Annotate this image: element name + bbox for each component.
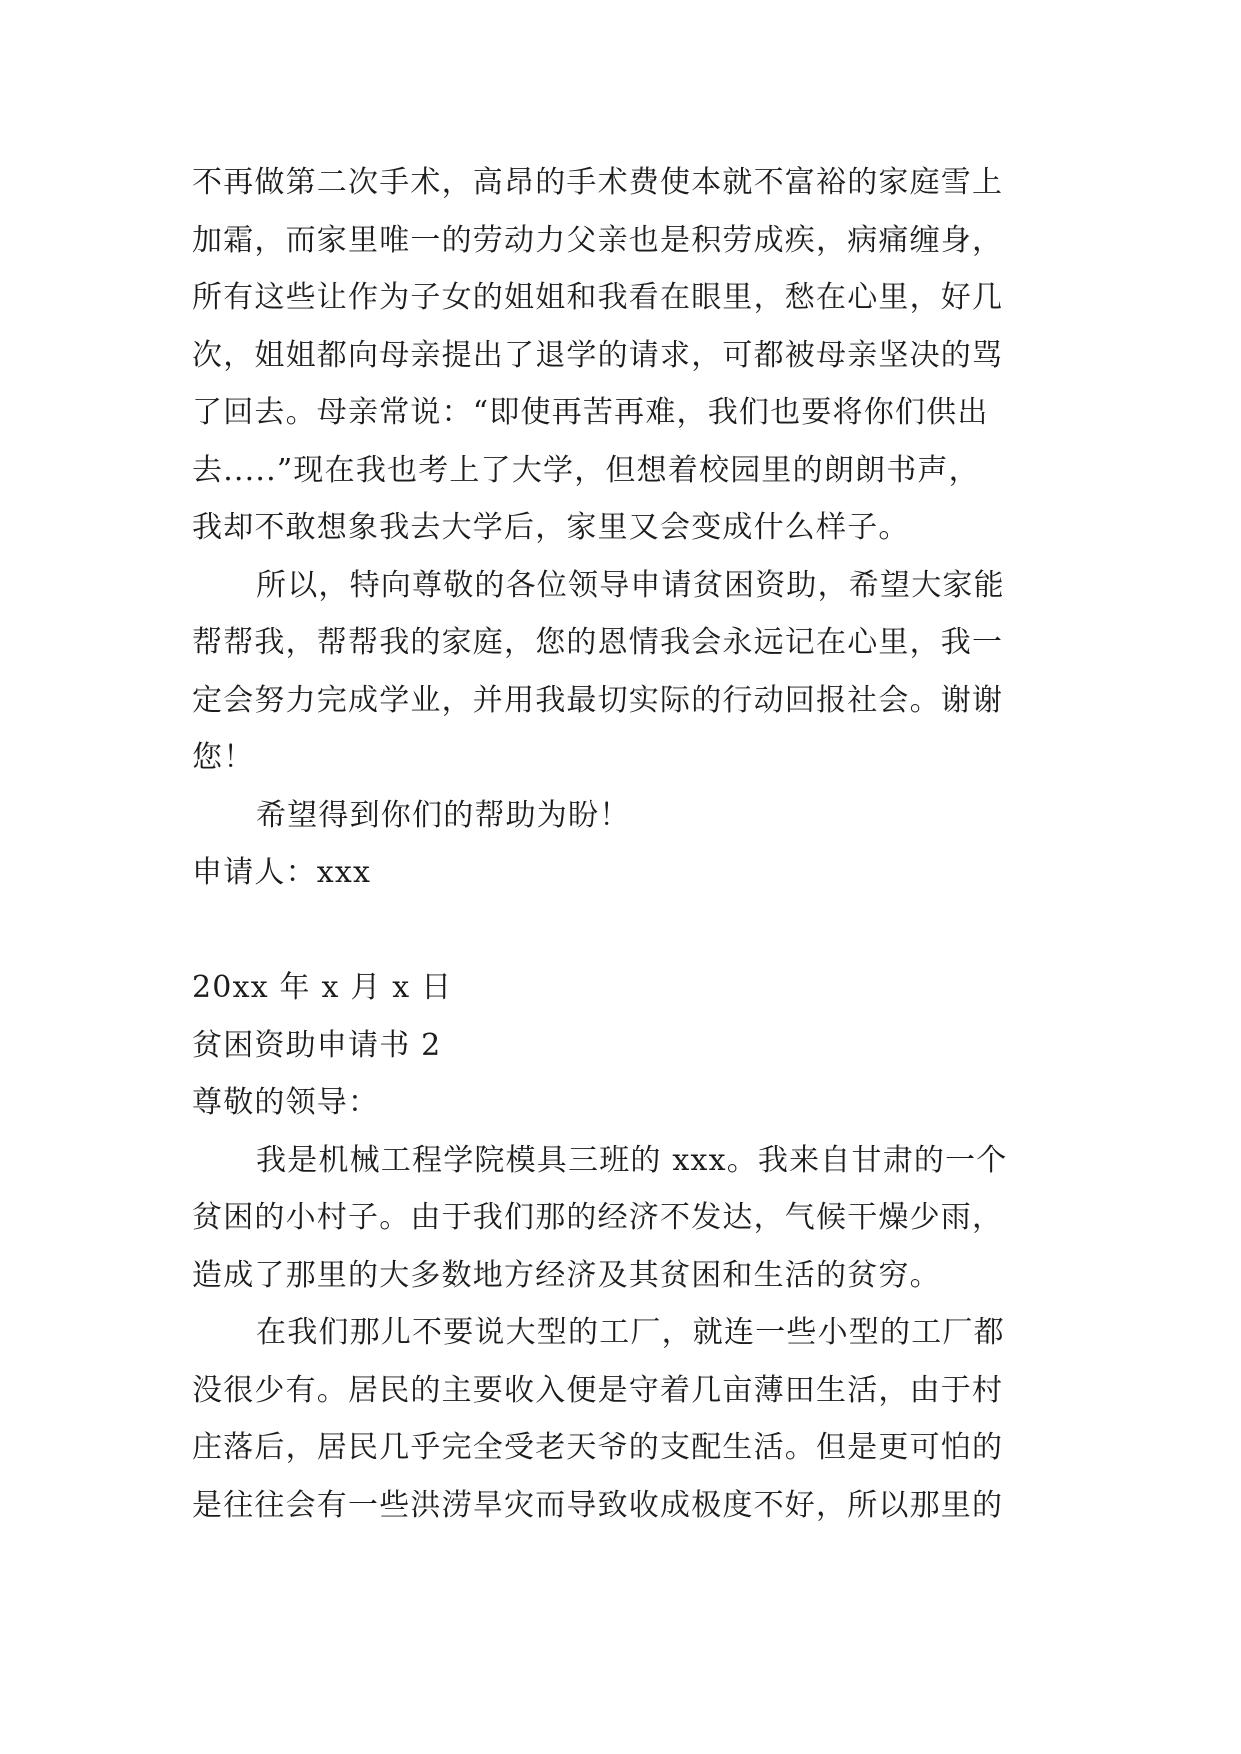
paragraph-line: 庄落后，居民几乎完全受老天爷的支配生活。但是更可怕的 — [192, 1430, 1004, 1465]
date-line: 20xx 年 x 月 x 日 — [192, 970, 453, 1005]
paragraph-line: 去.....”现在我也考上了大学，但想着校园里的朗朗书声， — [192, 452, 980, 488]
document-body — [192, 154, 1062, 1534]
paragraph-line: 次，姐姐都向母亲提出了退学的请求，可都被母亲坚决的骂 — [192, 337, 1004, 373]
paragraph-line: 在我们那儿不要说大型的工厂，就连一些小型的工厂都 — [256, 1315, 1005, 1350]
paragraph-line: 贫困的小村子。由于我们那的经济不发达，气候干燥少雨， — [192, 1200, 1004, 1235]
paragraph-line: 加霜，而家里唯一的劳动力父亲也是积劳成疾，病痛缠身， — [192, 222, 1004, 258]
applicant-signature: 申请人：xxx — [192, 855, 372, 890]
paragraph-line: 帮帮我，帮帮我的家庭，您的恩情我会永远记在心里，我一 — [192, 625, 1004, 660]
paragraph-line: 造成了那里的大多数地方经济及其贫困和生活的贫穷。 — [192, 1257, 941, 1293]
paragraph-line: 所以，特向尊敬的各位领导申请贫困资助，希望大家能 — [256, 567, 1005, 603]
salutation: 尊敬的领导： — [192, 1085, 380, 1120]
paragraph-line: 没很少有。居民的主要收入便是守着几亩薄田生活，由于村 — [192, 1372, 1004, 1408]
paragraph-line: 了回去。母亲常说：“即使再苦再难，我们也要将你们供出 — [192, 395, 989, 430]
paragraph-line: 您！ — [192, 740, 255, 775]
document-title: 贫困资助申请书 2 — [192, 1027, 442, 1063]
blank-line — [192, 902, 1062, 960]
paragraph-line: 是往往会有一些洪涝旱灾而导致收成极度不好，所以那里的 — [192, 1487, 1004, 1523]
paragraph-line: 所有这些让作为子女的姐姐和我看在眼里，愁在心里，好几 — [192, 280, 1004, 315]
paragraph-line: 我却不敢想象我去大学后，家里又会变成什么样子。 — [192, 510, 910, 545]
paragraph-line: 不再做第二次手术，高昂的手术费使本就不富裕的家庭雪上 — [192, 165, 1004, 200]
paragraph-line: 定会努力完成学业，并用我最切实际的行动回报社会。谢谢 — [192, 682, 1004, 718]
paragraph-line: 我是机械工程学院模具三班的 xxx。我来自甘肃的一个 — [256, 1142, 1008, 1178]
closing-wish: 希望得到你们的帮助为盼！ — [256, 797, 631, 833]
